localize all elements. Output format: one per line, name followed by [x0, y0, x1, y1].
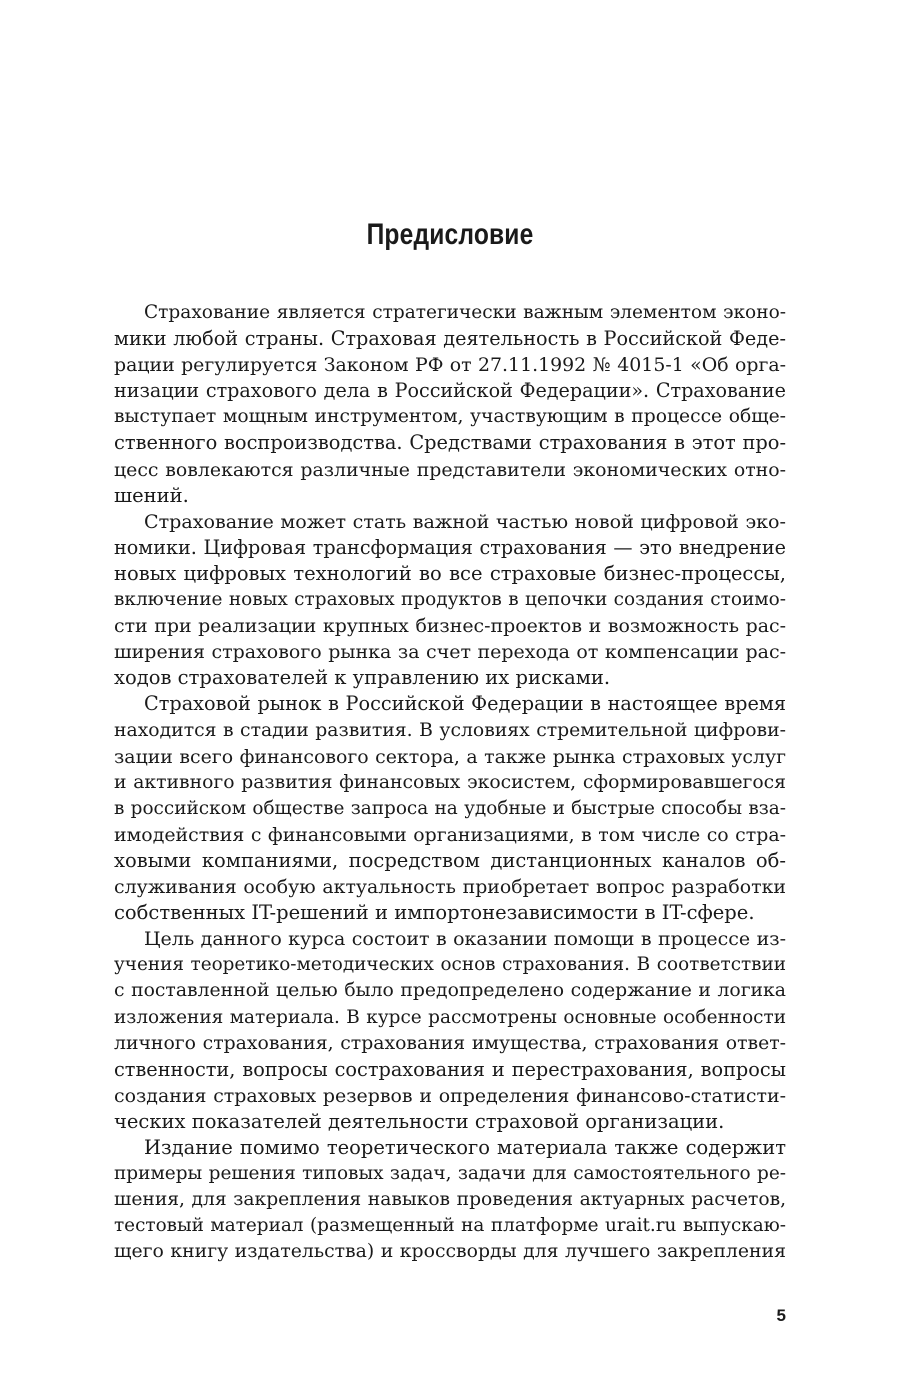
text-line: учения теоретико-методических основ страхования. В соответствии [114, 954, 786, 976]
text-line: в российском обществе запроса на удобные и быстрые способы вза- [114, 797, 786, 819]
text-line: изложения материала. В курсе рассмотрены основные особенности [114, 1006, 786, 1028]
text-line: выступает мощным инструментом, участвующим в процессе обще- [114, 406, 786, 428]
text-line: сти при реализации крупных бизнес-проектов и возможность рас- [114, 615, 786, 638]
page-number: 5 [776, 1306, 786, 1325]
text-line: ховыми компаниями, посредством дистанционных каналов об- [114, 848, 786, 872]
text-line: ственного воспроизводства. Средствами страхования в этот про- [114, 431, 786, 455]
text-line: Цель данного курса состоит в оказании помощи в процессе из- [144, 928, 786, 951]
body-text [114, 300, 786, 1265]
text-line: с поставленной целью было предопределено содержание и логика [114, 980, 786, 1002]
text-line: Страховой рынок в Российской Федерации в настоящее время [144, 692, 786, 716]
text-line: личного страхования, страхования имущества, страхования ответ- [114, 1032, 786, 1054]
text-line: Страхование может стать важной частью новой цифровой эко- [144, 510, 786, 533]
text-line: тестовый материал (размещенный на платформе urait.ru выпускаю- [114, 1215, 786, 1237]
text-line: включение новых страховых продуктов в цепочки создания стоимо- [114, 589, 786, 611]
text-line: и активного развития финансовых экосистем, сформировавшегося [114, 771, 786, 793]
text-line: Страхование является стратегически важным элементом эконо- [144, 302, 786, 323]
text-line: шения, для закрепления навыков проведения актуарных расчетов, [114, 1189, 786, 1211]
text-line: находится в стадии развития. В условиях стремительной цифрови- [114, 719, 786, 741]
text-line: ходов страхователей к управлению их рисками. [114, 666, 611, 690]
text-line: ственности, вопросы сострахования и перестрахования, вопросы [114, 1057, 786, 1081]
text-line: цесс вовлекаются различные представители экономических отно- [114, 458, 786, 481]
text-line: создания страховых резервов и определения финансово-статисти- [114, 1084, 786, 1107]
text-line: номики. Цифровая трансформация страхования — это внедрение [114, 535, 786, 559]
text-line: Издание помимо теоретического материала также содержит [144, 1136, 786, 1159]
text-line: новых цифровых технологий во все страховые бизнес-процессы, [114, 561, 786, 585]
text-line: щего книгу издательства) и кроссворды для лучшего закрепления [114, 1241, 786, 1263]
text-line: служивания особую актуальность приобретает вопрос разработки [114, 876, 786, 899]
text-line: ческих показателей деятельности страховой организации. [114, 1109, 725, 1133]
text-line: шений. [114, 483, 189, 507]
text-line: рации регулируется Законом РФ от 27.11.1992 № 4015-1 «Об орга- [114, 354, 786, 377]
text-line: собственных IT-решений и импортонезависимости в IT-сфере. [114, 901, 755, 925]
text-line: мики любой страны. Страховая деятельность в Российской Феде- [114, 327, 786, 351]
text-line: низации страхового дела в Российской Федерации». Страхование [114, 379, 786, 403]
page-title: Предисловие [366, 218, 534, 251]
text-line: ширения страхового рынка за счет перехода от компенсации рас- [114, 641, 786, 664]
text-line: зации всего финансового сектора, а также рынка страховых услуг [114, 745, 786, 768]
text-line: примеры решения типовых задач, задачи для самостоятельного ре- [114, 1163, 786, 1185]
text-line: имодействия с финансовыми организациями, в том числе со стра- [114, 823, 786, 846]
